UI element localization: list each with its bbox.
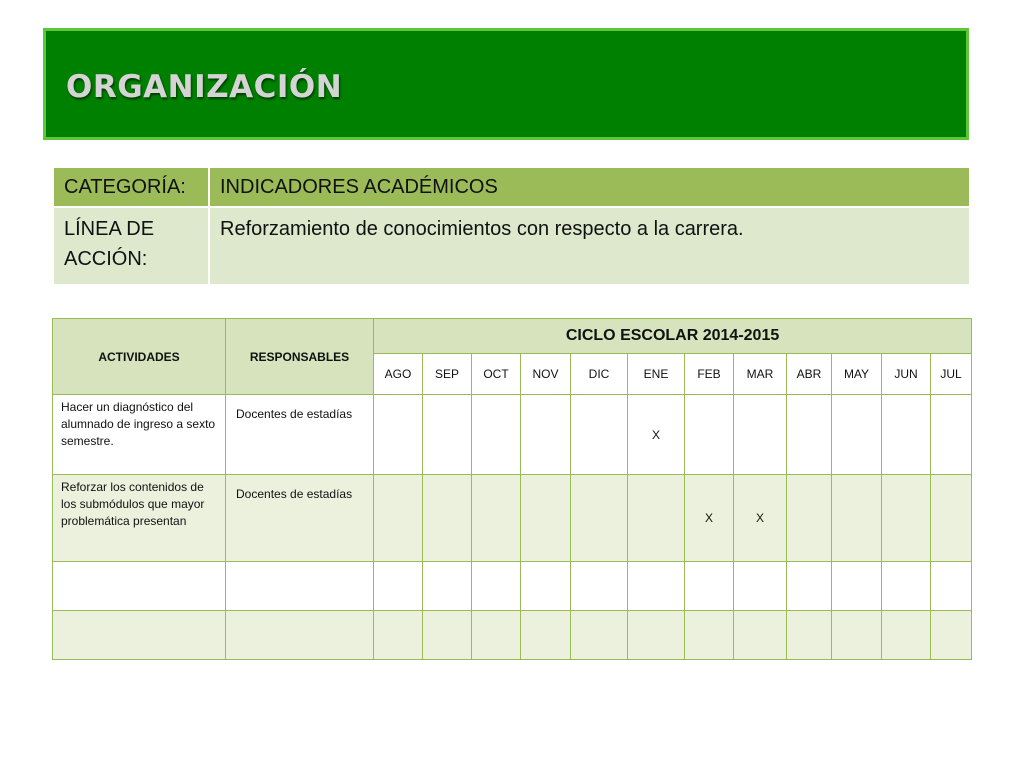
month-cell <box>423 475 472 562</box>
month-cell <box>521 475 571 562</box>
month-header: NOV <box>521 354 571 395</box>
activity-cell <box>53 611 226 660</box>
month-cell <box>571 395 628 475</box>
month-cell <box>423 611 472 660</box>
month-header: MAY <box>832 354 882 395</box>
category-label: CATEGORÍA: <box>53 167 209 207</box>
month-cell <box>571 475 628 562</box>
month-cell <box>521 395 571 475</box>
table-row <box>53 395 972 475</box>
month-cell <box>882 475 931 562</box>
activity-cell <box>53 562 226 611</box>
action-row <box>53 207 970 285</box>
month-cell <box>832 475 882 562</box>
month-cell <box>931 562 972 611</box>
title-banner <box>43 28 969 140</box>
activity-cell: Hacer un diagnóstico del alumnado de ingreso a sexto semestre. <box>53 395 226 475</box>
month-header: ABR <box>787 354 832 395</box>
month-header: FEB <box>685 354 734 395</box>
month-cell <box>628 562 685 611</box>
responsable-cell <box>226 562 374 611</box>
month-cell <box>521 611 571 660</box>
month-cell <box>685 611 734 660</box>
month-cell <box>472 611 521 660</box>
activity-cell: Reforzar los contenidos de los submódulos que mayor problemática presentan <box>53 475 226 562</box>
month-header: JUN <box>882 354 931 395</box>
info-table <box>52 166 971 286</box>
month-cell <box>374 562 423 611</box>
month-cell <box>472 562 521 611</box>
month-header: OCT <box>472 354 521 395</box>
cycle-header: CICLO ESCOLAR 2014-2015 <box>374 319 972 354</box>
month-cell: X <box>734 475 787 562</box>
month-cell: X <box>628 395 685 475</box>
month-cell <box>472 395 521 475</box>
month-cell <box>832 395 882 475</box>
month-cell <box>374 611 423 660</box>
page-title: ORGANIZACIÓN <box>66 69 343 105</box>
schedule-table <box>52 318 972 660</box>
category-value: INDICADORES ACADÉMICOS <box>209 167 970 207</box>
month-header: SEP <box>423 354 472 395</box>
month-cell <box>734 395 787 475</box>
month-cell <box>787 395 832 475</box>
month-cell <box>628 475 685 562</box>
month-cell <box>931 395 972 475</box>
month-cell <box>374 395 423 475</box>
table-row <box>53 611 972 660</box>
month-cell <box>571 562 628 611</box>
month-header: ENE <box>628 354 685 395</box>
month-header: MAR <box>734 354 787 395</box>
activities-header: ACTIVIDADES <box>53 319 226 395</box>
month-cell <box>832 562 882 611</box>
schedule-header-row <box>53 319 972 354</box>
action-value: Reforzamiento de conocimientos con respecto a la carrera. <box>209 207 970 285</box>
month-cell <box>882 395 931 475</box>
month-cell <box>787 562 832 611</box>
responsables-header: RESPONSABLES <box>226 319 374 395</box>
month-cell <box>931 611 972 660</box>
responsable-cell <box>226 611 374 660</box>
month-header: DIC <box>571 354 628 395</box>
month-cell <box>685 395 734 475</box>
action-label: LÍNEA DE ACCIÓN: <box>53 207 209 285</box>
month-cell <box>734 611 787 660</box>
month-cell: X <box>685 475 734 562</box>
category-row <box>53 167 970 207</box>
month-cell <box>882 611 931 660</box>
month-cell <box>832 611 882 660</box>
table-row <box>53 562 972 611</box>
month-cell <box>628 611 685 660</box>
month-cell <box>787 475 832 562</box>
table-row <box>53 475 972 562</box>
month-cell <box>931 475 972 562</box>
month-cell <box>423 395 472 475</box>
responsable-cell: Docentes de estadías <box>226 395 374 475</box>
month-cell <box>882 562 931 611</box>
month-header: AGO <box>374 354 423 395</box>
month-header: JUL <box>931 354 972 395</box>
month-cell <box>472 475 521 562</box>
month-cell <box>374 475 423 562</box>
responsable-cell: Docentes de estadías <box>226 475 374 562</box>
month-cell <box>521 562 571 611</box>
month-cell <box>571 611 628 660</box>
month-cell <box>734 562 787 611</box>
month-cell <box>787 611 832 660</box>
month-cell <box>685 562 734 611</box>
month-cell <box>423 562 472 611</box>
